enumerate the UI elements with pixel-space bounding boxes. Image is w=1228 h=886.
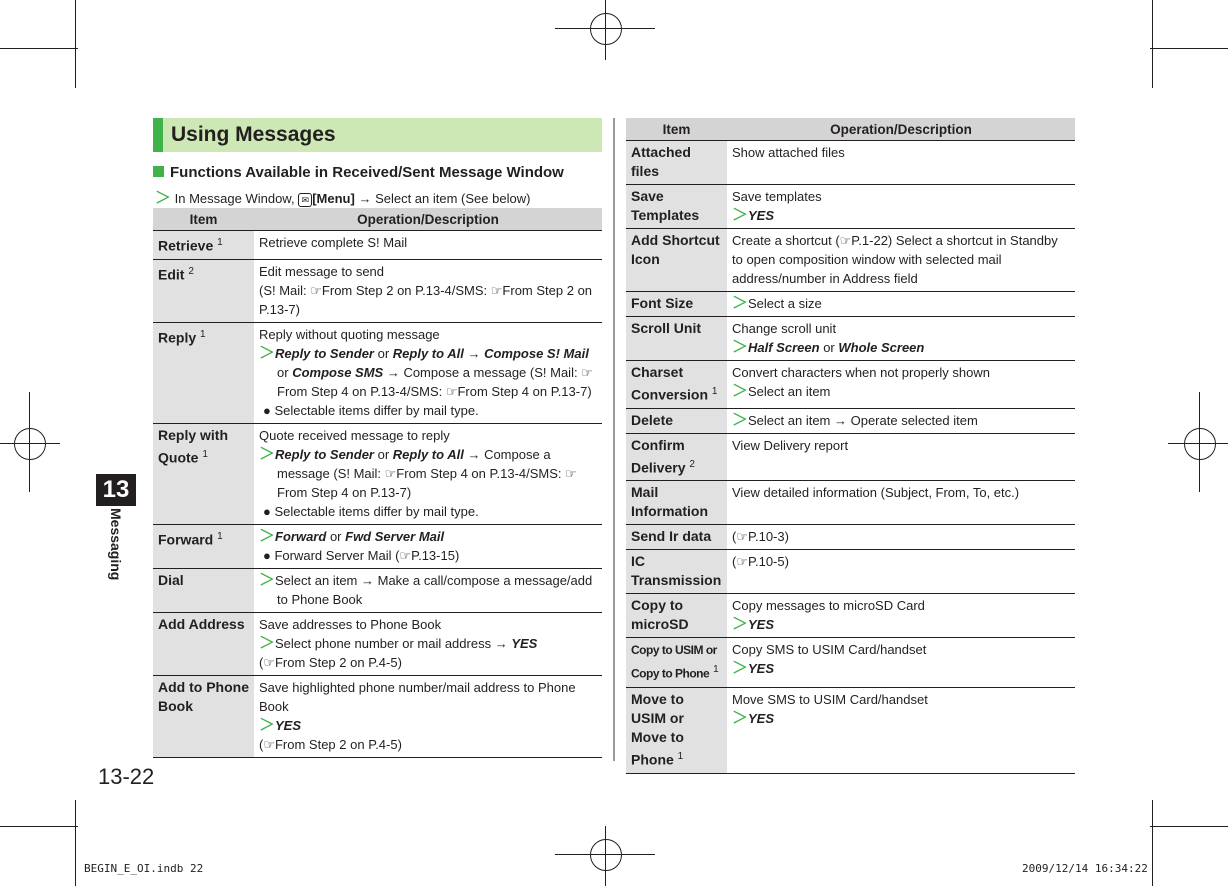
step-arrow-icon: ＞: [259, 445, 276, 463]
item-label: Add to Phone Book: [158, 678, 249, 714]
table-row: [626, 292, 1075, 317]
operation-step: [259, 571, 597, 609]
item-label: Move to USIM or Move to Phone: [631, 690, 684, 768]
description-cell: [254, 675, 602, 757]
operation-step: [259, 445, 597, 502]
item-label: Charset Conversion: [631, 364, 709, 403]
crop-mark: [1152, 0, 1153, 88]
registration-mark: [29, 392, 30, 492]
table-row: [626, 317, 1075, 361]
footnote-mark: 2: [188, 265, 194, 277]
crop-mark: [75, 0, 76, 88]
item-cell: [626, 638, 727, 688]
table-row: [626, 594, 1075, 638]
step-text: Select an item → Make a call/compose a message/add to Phone Book: [275, 572, 593, 607]
column-header-operation: Operation/Description: [727, 118, 1075, 141]
reference-text: (☞From Step 2 on P.4-5): [259, 654, 402, 670]
step-text: Select an item: [748, 384, 831, 399]
bullet-text: Forward Server Mail (☞P.13-15): [274, 547, 460, 563]
step-arrow-icon: ＞: [732, 207, 749, 224]
table-row: [626, 481, 1075, 525]
footnote-mark: 1: [217, 237, 223, 248]
reference-text: (☞P.10-5): [732, 554, 789, 570]
functions-table-left: [153, 208, 602, 758]
registration-mark: [590, 13, 622, 45]
item-cell: [626, 361, 727, 409]
step-text: → Compose a message (S! Mail: ☞From Step 4 on P.13-4/SMS: ☞From Step 4 on P.13-7): [277, 364, 593, 399]
square-bullet-icon: [153, 166, 164, 177]
description-text: Quote received message to reply: [259, 427, 450, 443]
section-title: Using Messages: [171, 123, 336, 146]
option-name: YES: [748, 617, 775, 633]
table-header-row: [153, 208, 602, 231]
step-text: Select phone number or mail address →: [275, 635, 508, 651]
chapter-number: 13: [96, 474, 136, 506]
item-cell: [153, 524, 254, 568]
description-cell: [254, 568, 602, 612]
option-name: Half Screen: [748, 340, 820, 355]
item-label: Reply: [158, 329, 197, 346]
footer-file: BEGIN_E_OI.indb 22: [84, 862, 204, 875]
item-cell: [626, 408, 727, 433]
footnote-mark: 1: [200, 328, 206, 340]
description-cell: [254, 524, 602, 568]
table-row: [153, 322, 602, 423]
item-label: Attached files: [631, 144, 691, 179]
description-cell: [254, 423, 602, 524]
step-arrow-icon: ＞: [259, 571, 276, 589]
table-row: [153, 612, 602, 675]
table-row: [626, 638, 1075, 688]
description-cell: [727, 292, 1075, 317]
registration-mark: [0, 443, 60, 444]
step-arrow-icon: ＞: [259, 634, 276, 652]
table-row: [626, 408, 1075, 433]
footnote-mark: 1: [713, 664, 719, 676]
option-name: Compose S! Mail: [484, 345, 589, 361]
option-name: Reply to All: [392, 345, 464, 361]
table-row: [626, 229, 1075, 292]
item-label: Font Size: [631, 295, 694, 311]
description-cell: [727, 185, 1075, 229]
item-label: Copy to USIM or Copy to Phone: [631, 643, 717, 681]
crop-mark: [1152, 800, 1153, 886]
footnote-mark: 1: [217, 530, 223, 542]
item-cell: [626, 525, 727, 550]
item-label: Add Shortcut Icon: [631, 232, 720, 267]
option-name: Whole Screen: [838, 340, 925, 355]
step-arrow-icon: ＞: [259, 344, 276, 362]
step-text: → Compose a message (S! Mail: ☞From Step 4 on P.13-4/SMS: ☞From Step 4 on P.13-7): [277, 446, 577, 500]
registration-mark: [14, 428, 46, 460]
connector-text: or: [377, 446, 390, 462]
column-divider: [613, 118, 615, 761]
option-name: Reply to Sender: [275, 446, 374, 462]
description-cell: [727, 481, 1075, 525]
registration-mark: [1168, 443, 1228, 444]
table-header-row: [626, 118, 1075, 141]
step-arrow-icon: ＞: [155, 190, 172, 207]
step-arrow-icon: ＞: [732, 383, 749, 400]
operation-step: [259, 634, 597, 653]
description-cell: [727, 229, 1075, 292]
item-cell: [626, 594, 727, 638]
description-cell: [254, 322, 602, 423]
item-cell: [153, 568, 254, 612]
description-cell: [727, 594, 1075, 638]
description-text: Copy SMS to USIM Card/handset: [732, 642, 927, 658]
item-label: Retrieve: [158, 237, 214, 254]
operation-step: [732, 615, 1070, 634]
operation-step: [259, 527, 597, 546]
item-cell: [626, 550, 727, 594]
reference-text: (S! Mail: ☞From Step 2 on P.13-4/SMS: ☞From Step 2 on P.13-7): [259, 282, 593, 317]
description-text: View Delivery report: [732, 437, 849, 453]
description-cell: [727, 525, 1075, 550]
item-cell: [153, 675, 254, 757]
item-cell: [626, 229, 727, 292]
registration-mark: [590, 839, 622, 871]
item-label: Copy to microSD: [631, 597, 689, 633]
step-arrow-icon: ＞: [732, 295, 749, 312]
description-text: Reply without quoting message: [259, 326, 440, 342]
description-cell: [727, 687, 1075, 773]
item-label: IC Transmission: [631, 553, 722, 589]
table-row: [153, 524, 602, 568]
table-row: [626, 361, 1075, 409]
operation-step: [732, 411, 1070, 430]
column-header-item: Item: [626, 118, 727, 141]
registration-mark: [1199, 392, 1200, 492]
subheading: [153, 164, 564, 181]
option-name: YES: [748, 661, 775, 677]
description-text: Move SMS to USIM Card/handset: [732, 691, 928, 707]
description-cell: [727, 141, 1075, 185]
item-cell: [153, 231, 254, 260]
item-cell: [153, 322, 254, 423]
bullet-note: ● Selectable items differ by mail type.: [263, 402, 479, 418]
description-text: Edit message to send: [259, 263, 385, 279]
crop-mark: [1150, 826, 1228, 827]
item-cell: [626, 687, 727, 773]
instruction-suffix: → Select an item (See below): [358, 191, 531, 206]
chapter-label: Messaging: [108, 508, 124, 581]
column-header-item: Item: [153, 208, 254, 231]
operation-step: [732, 206, 1070, 225]
step-text: Select an item → Operate selected item: [748, 412, 978, 428]
option-name: Forward: [275, 528, 327, 544]
item-cell: [626, 141, 727, 185]
table-row: [626, 185, 1075, 229]
arrow-text: →: [467, 345, 481, 361]
option-name: Reply to Sender: [275, 345, 374, 361]
section-header: [153, 118, 602, 152]
connector-text: or: [823, 340, 835, 355]
functions-table-right: [626, 118, 1075, 774]
operation-step: [732, 294, 1070, 313]
description-cell: [727, 638, 1075, 688]
option-name: Fwd Server Mail: [345, 528, 445, 544]
connector-text: or: [277, 364, 289, 380]
bullet-text: Selectable items differ by mail type.: [274, 402, 479, 418]
registration-mark: [605, 826, 606, 886]
step-arrow-icon: ＞: [259, 716, 276, 734]
mail-key-icon: ✉: [298, 193, 312, 207]
option-name: YES: [511, 635, 538, 651]
description-cell: [727, 361, 1075, 409]
operation-step: [732, 382, 1070, 401]
description-cell: [254, 231, 602, 260]
item-cell: [626, 433, 727, 481]
description-cell: [254, 259, 602, 322]
step-arrow-icon: ＞: [732, 660, 749, 678]
instruction-prefix: In Message Window,: [174, 191, 295, 206]
reference-text: (☞P.10-3): [732, 529, 789, 545]
item-cell: [626, 317, 727, 361]
table-row: [153, 675, 602, 757]
item-label: Save Templates: [631, 188, 700, 223]
description-cell: [727, 550, 1075, 594]
table-row: [626, 141, 1075, 185]
item-label: Send Ir data: [631, 528, 712, 545]
connector-text: or: [377, 345, 390, 361]
operation-step: [259, 344, 597, 401]
operation-step: [732, 338, 1070, 357]
item-cell: [153, 259, 254, 322]
item-label: Confirm Delivery: [631, 436, 686, 476]
item-label: Scroll Unit: [631, 320, 702, 336]
column-header-operation: Operation/Description: [254, 208, 602, 231]
operation-step: [732, 659, 1070, 678]
description-cell: [254, 612, 602, 675]
crop-mark: [1150, 48, 1228, 49]
table-row: [153, 423, 602, 524]
description-text: Retrieve complete S! Mail: [259, 235, 408, 250]
footnote-mark: 1: [677, 750, 684, 762]
option-name: YES: [748, 710, 775, 726]
footnote-mark: 2: [689, 458, 695, 470]
crop-mark: [75, 800, 76, 886]
table-row: [153, 231, 602, 260]
instruction: [155, 185, 530, 208]
step-text: Select a size: [748, 296, 822, 311]
description-text: Copy messages to microSD Card: [732, 598, 925, 614]
footnote-mark: 1: [202, 448, 208, 460]
item-cell: [153, 612, 254, 675]
step-arrow-icon: ＞: [732, 616, 749, 634]
menu-key-label: [Menu]: [312, 191, 355, 206]
crop-mark: [0, 48, 78, 49]
table-row: [153, 568, 602, 612]
item-label: Dial: [158, 571, 184, 588]
reference-text: (☞From Step 2 on P.4-5): [259, 736, 402, 752]
step-arrow-icon: ＞: [732, 339, 749, 356]
description-text: Convert characters when not properly shown: [732, 365, 990, 380]
bullet-note: ● Forward Server Mail (☞P.13-15): [263, 547, 460, 563]
description-cell: [727, 317, 1075, 361]
description-text: Save templates: [732, 189, 822, 204]
item-label: Mail Information: [631, 484, 708, 520]
table-row: [626, 525, 1075, 550]
item-label: Edit: [158, 266, 185, 283]
connector-text: or: [329, 528, 342, 544]
description-text: Show attached files: [732, 145, 845, 160]
item-cell: [626, 481, 727, 525]
item-label: Forward: [158, 531, 214, 548]
section-accent-bar: [153, 118, 163, 152]
operation-step: [259, 716, 597, 735]
item-label: Reply with Quote: [158, 426, 229, 466]
bullet-note: ● Selectable items differ by mail type.: [263, 503, 479, 519]
option-name: Compose SMS: [292, 364, 384, 380]
description-cell: [727, 408, 1075, 433]
item-cell: [626, 185, 727, 229]
step-arrow-icon: ＞: [259, 527, 276, 545]
description-cell: [727, 433, 1075, 481]
subheading-text: Functions Available in Received/Sent Message Window: [170, 164, 564, 181]
description-text: View detailed information (Subject, From, To, etc.): [732, 485, 1020, 501]
registration-mark: [605, 0, 606, 60]
table-row: [153, 259, 602, 322]
operation-step: [732, 709, 1070, 728]
option-name: Reply to All: [392, 446, 464, 462]
description-text: Save highlighted phone number/mail address to Phone Book: [259, 679, 576, 714]
table-row: [626, 687, 1075, 773]
option-name: YES: [748, 208, 775, 223]
crop-mark: [0, 826, 78, 827]
table-row: [626, 550, 1075, 594]
item-cell: [153, 423, 254, 524]
table-row: [626, 433, 1075, 481]
item-label: Add Address: [158, 615, 245, 632]
registration-mark: [1184, 428, 1216, 460]
step-arrow-icon: ＞: [732, 411, 749, 429]
description-text: Change scroll unit: [732, 321, 837, 336]
step-arrow-icon: ＞: [732, 709, 749, 727]
bullet-text: Selectable items differ by mail type.: [274, 503, 479, 519]
description-text: Save addresses to Phone Book: [259, 616, 442, 632]
item-label: Delete: [631, 411, 674, 428]
footer-timestamp: 2009/12/14 16:34:22: [1022, 862, 1148, 875]
description-text: Create a shortcut (☞P.1-22) Select a shortcut in Standby to open composition window with selected mail address/number in Address field: [732, 233, 1058, 286]
option-name: YES: [275, 717, 302, 733]
footnote-mark: 1: [711, 386, 718, 397]
item-cell: [626, 292, 727, 317]
page-number: 13-22: [98, 764, 155, 789]
